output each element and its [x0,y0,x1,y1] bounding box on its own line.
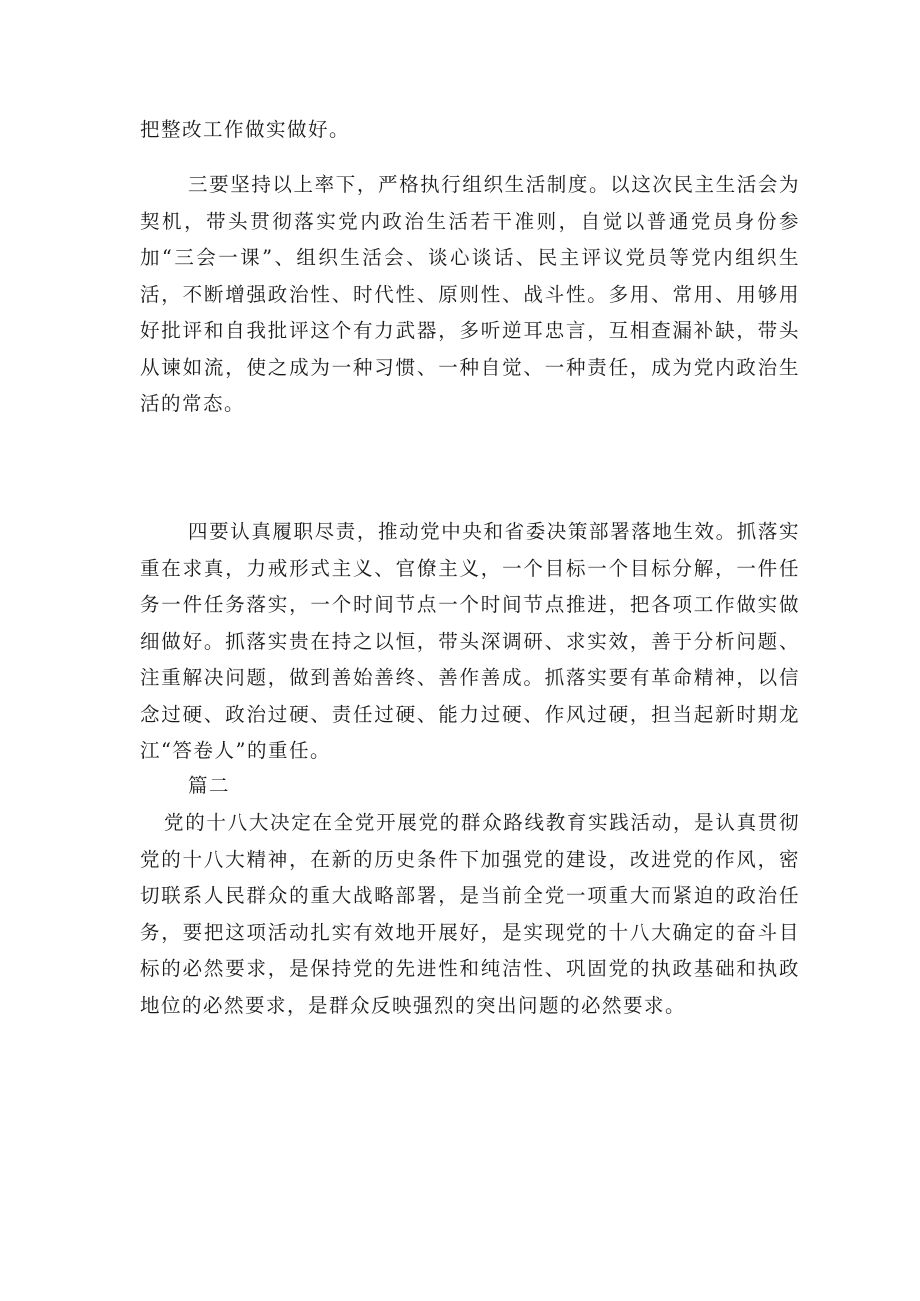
paragraph-point-four: 四要认真履职尽责，推动党中央和省委决策部署落地生效。抓落实重在求真，力戒形式主义、官僚主义，一个目标一个目标分解，一件任务一件任务落实，一个时间节点一个时间节点推进，把各项工作做实做细做好。抓落实贵在持之以恒，带头深调研、求实效，善于分析问题、注重解决问题，做到善始善终、善作善成。抓落实要有革命精神，以信念过硬、政治过硬、责任过硬、能力过硬、作风过硬，担当起新时期龙江“答卷人”的重任。 [140,520,800,762]
paragraph-point-three: 三要坚持以上率下，严格执行组织生活制度。以这次民主生活会为契机，带头贯彻落实党内政治生活若干准则，自觉以普通党员身份参加“三会一课”、组织生活会、谈心谈话、民主评议党员等党内组织生活，不断增强政治性、时代性、原则性、战斗性。多用、常用、用够用好批评和自我批评这个有力武器，多听逆耳忠言，互相查漏补缺，带头从谏如流，使之成为一种习惯、一种自觉、一种责任，成为党内政治生活的常态。 [140,173,800,415]
paragraph-continuation: 把整改工作做实做好。 [140,118,351,141]
section-heading: 篇二 [188,774,231,797]
paragraph-section-two: 党的十八大决定在全党开展党的群众路线教育实践活动，是认真贯彻党的十八大精神，在新的历史条件下加强党的建设，改进党的作风，密切联系人民群众的重大战略部署，是当前全党一项重大而紧迫的政治任务，要把这项活动扎实有效地开展好，是实现党的十八大确定的奋斗目标的必然要求，是保持党的先进性和纯洁性、巩固党的执政基础和执政地位的必然要求，是群众反映强烈的突出问题的必然要求。 [140,811,800,1017]
